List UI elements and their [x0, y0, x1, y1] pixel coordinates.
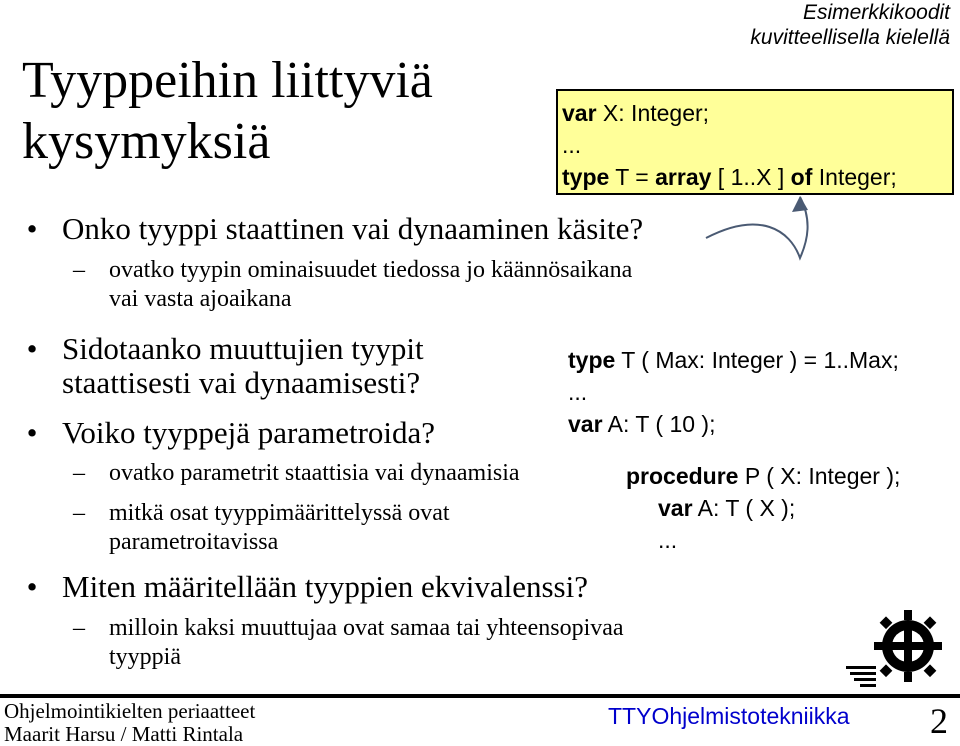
code-keyword: type — [562, 164, 610, 190]
code-text: T = — [609, 164, 656, 190]
code-line — [568, 344, 958, 376]
code-keyword: var — [658, 495, 693, 521]
dash-icon: – — [73, 257, 85, 283]
bullet-text: Voiko tyyppejä parametroida? — [62, 415, 436, 450]
slide-title-line2: kysymyksiä — [22, 113, 271, 170]
code-text: A: T ( 10 ); — [602, 411, 716, 437]
page-number: 2 — [930, 701, 948, 741]
code-box-procedure — [626, 460, 956, 556]
footer-brand: TTYOhjelmistotekniikka — [608, 703, 850, 729]
footer-divider — [0, 694, 960, 698]
bullet-line: Sidotaanko muuttujien tyypit — [62, 331, 424, 366]
corner-note-line1: Esimerkkikoodit — [802, 1, 950, 24]
gear-logo-icon — [846, 604, 946, 694]
code-keyword: var — [562, 100, 597, 126]
code-line — [626, 460, 956, 492]
code-text: T ( Max: Integer ) = 1..Max; — [615, 347, 899, 373]
code-line — [626, 492, 956, 524]
bullet-text: Miten määritellään tyyppien ekvivalenssi? — [62, 569, 588, 604]
code-keyword: of — [790, 164, 813, 190]
bullet-dot-icon: • — [26, 331, 38, 366]
bullet-text — [62, 332, 424, 400]
bullet-line: staattisesti vai dynaamisesti? — [62, 365, 421, 400]
sub-bullet-line: parametroitavissa — [109, 529, 279, 555]
footer-course: Ohjelmointikielten periaatteet — [4, 699, 256, 723]
sub-bullet-line: vai vasta ajoaikana — [109, 286, 292, 312]
sub-bullet-line: mitkä osat tyyppimäärittelyssä ovat — [109, 500, 450, 526]
code-line: ... — [568, 379, 588, 405]
code-line: ... — [658, 527, 678, 553]
code-keyword: array — [655, 164, 712, 190]
code-line — [568, 408, 958, 440]
bullet-dot-icon: • — [26, 415, 38, 450]
corner-note-line2: kuvitteellisella kielellä — [750, 26, 950, 49]
code-text: Integer; — [812, 164, 897, 190]
bullet-dot-icon: • — [26, 569, 38, 604]
code-text: A: T ( X ); — [692, 495, 796, 521]
footer-authors: Maarit Harsu / Matti Rintala — [4, 722, 244, 746]
dash-icon: – — [73, 615, 85, 641]
code-text: [ 1..X ] — [711, 164, 791, 190]
dash-icon: – — [73, 500, 85, 526]
code-box-param-type — [568, 344, 958, 440]
sub-bullet-text — [109, 499, 450, 557]
code-text: P ( X: Integer ); — [738, 463, 901, 489]
sub-bullet-text: ovatko parametrit staattisia vai dynaamisia — [109, 460, 520, 486]
slide-title-line1: Tyyppeihin liittyviä — [22, 52, 433, 109]
code-line: ... — [562, 132, 582, 158]
sub-bullet-line: tyyppiä — [109, 644, 181, 670]
dash-icon: – — [73, 460, 85, 486]
code-text: X: Integer; — [596, 100, 710, 126]
sub-bullet-line: ovatko tyypin ominaisuudet tiedossa jo käännösaikana — [109, 257, 633, 283]
footer-credits — [4, 700, 255, 746]
bullet-dot-icon: • — [26, 211, 38, 246]
sub-bullet-text — [109, 256, 632, 314]
sub-bullet-text — [109, 614, 624, 672]
code-keyword: var — [568, 411, 603, 437]
code-keyword: type — [568, 347, 616, 373]
sub-bullet-line: milloin kaksi muuttujaa ovat samaa tai yhteensopivaa — [109, 615, 624, 641]
bullet-text: Onko tyyppi staattinen vai dynaaminen käsite? — [62, 211, 644, 246]
code-keyword: procedure — [626, 463, 739, 489]
